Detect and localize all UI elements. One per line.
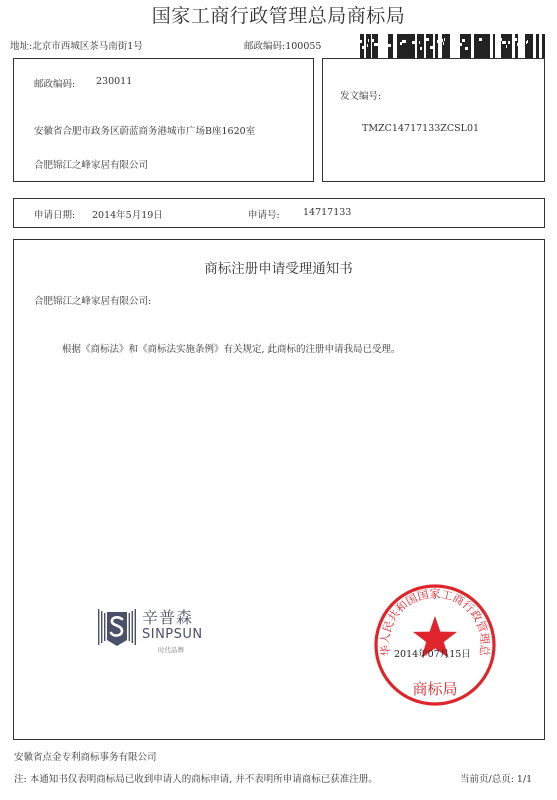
footer-agency: 安徽省点金专利商标事务有限公司: [14, 752, 157, 763]
footer-page-indicator: 当前页/总页: 1/1: [460, 774, 533, 785]
logo-name-cn: 辛普森: [142, 608, 194, 627]
recipient-postal-label: 邮政编码:: [34, 79, 76, 90]
seal-arc-text: 华人民共和国国家工商行政管理总: [378, 587, 492, 657]
seal-icon: [372, 582, 498, 708]
application-date-label: 申请日期:: [34, 210, 76, 221]
application-date-value: 2014年5月19日: [92, 210, 163, 221]
seal-date: 2014年07月15日: [394, 649, 471, 660]
logo-tagline: 时代品牌: [158, 646, 184, 654]
logo-name-en: SINPSUN: [142, 627, 203, 642]
application-number-label: 申请号:: [248, 210, 280, 221]
dispatch-number-value: TMZC14717133ZCSL01: [362, 123, 480, 134]
recipient-address: 安徽省合肥市政务区蔚蓝商务港城市广场B座1620室: [34, 126, 256, 137]
notice-salutation: 合肥锦江之峰家居有限公司:: [34, 296, 152, 307]
document-header-title: 国家工商行政管理总局商标局: [151, 5, 406, 27]
footer-note: 注: 本通知书仅表明商标局已收到申请人的商标申请, 并不表明所申请商标已获准注册。: [14, 774, 378, 785]
header-address: 地址:北京市西城区茶马南街1号: [10, 41, 143, 52]
header-postal-code: 邮政编码:100055: [244, 41, 322, 52]
notice-title: 商标注册申请受理通知书: [204, 261, 353, 277]
recipient-postal-value: 230011: [96, 76, 133, 87]
dispatch-box: [322, 58, 545, 182]
recipient-company: 合肥锦江之峰家居有限公司: [34, 160, 149, 171]
notice-body: 根据《商标法》和《商标法实施条例》有关规定, 此商标的注册申请我局已受理。: [62, 344, 401, 355]
official-seal: [372, 582, 498, 708]
sinpsun-logo-icon: [96, 606, 138, 648]
application-number-value: 14717133: [303, 207, 352, 218]
seal-center-text: 商标局: [412, 680, 458, 698]
dispatch-number-label: 发文编号:: [340, 91, 382, 102]
barcode-icon: [360, 34, 546, 58]
